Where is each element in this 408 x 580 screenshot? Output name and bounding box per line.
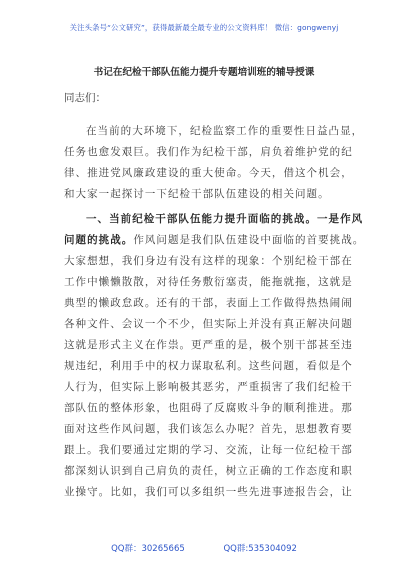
body-line: 规违纪，利用手中的权力谋取私利。这些问题，看似是个 (64, 360, 353, 372)
section-heading-line (86, 212, 363, 226)
body-line: 部队伍的整体形象，也阻碍了反腐败斗争的顺利推进。那 (64, 402, 353, 414)
body-line: 跟上。我们要通过定期的学习、交流，让每一位纪检干部 (64, 444, 353, 456)
body-line: 都深刻认识到自己肩负的责任，树立正确的工作态度和职 (64, 465, 353, 477)
body-line: 律、推进党风廉政建设的重大使命。今天，借这个机会， (64, 167, 353, 179)
footer-qq-group-2: QQ群:535304092 (223, 544, 297, 554)
body-line: 人行为，但实际上影响极其恶劣，严重损害了我们纪检干 (64, 381, 353, 393)
body-text: 作风问题是我们队伍建设中面临的首要挑战。 (133, 234, 365, 246)
document-title: 书记在纪检干部队伍能力提升专题培训班的辅导授课 (93, 67, 315, 78)
header-note: 关注头条号“公文研究”，获得最新最全最专业的公文资料库！ 微信：gongwenyj (69, 23, 339, 32)
body-line: 和大家一起探讨一下纪检干部队伍建设的相关问题。 (64, 188, 330, 200)
body-line (64, 233, 364, 247)
subheading-bold: 问题的挑战。 (64, 234, 134, 246)
body-line: 这就是形式主义在作祟。更严重的是，极个别干部甚至违 (64, 339, 353, 351)
body-line: 各种文件、会议一个不少，但实际上并没有真正解决问题 (64, 318, 353, 330)
body-line: 典型的懒政怠政。还有的干部，表面上工作做得热热闹闹 (64, 297, 353, 309)
salutation: 同志们： (64, 92, 106, 104)
section-heading: 一、当前纪检干部队伍能力提升面临的挑战。一是作风 (86, 213, 364, 225)
footer-qq-group-1: QQ群：30265665 (111, 544, 185, 554)
body-line: 面对这些作风问题，我们该怎么办呢？首先，思想教育要 (64, 423, 353, 435)
body-line: 在当前的大环境下，纪检监察工作的重要性日益凸显， (86, 125, 364, 137)
footer-contact (0, 542, 408, 554)
body-line: 工作中懒懒散散，对待任务敷衍塞责，能拖就拖，这就是 (64, 276, 353, 288)
body-line: 业操守。比如，我们可以多组织一些先进事迹报告会，让 (64, 486, 353, 498)
body-line: 大家想想，我们身边有没有这样的现象：个别纪检干部在 (64, 255, 353, 267)
body-line: 任务也愈发艰巨。我们作为纪检干部，肩负着维护党的纪 (64, 146, 353, 158)
